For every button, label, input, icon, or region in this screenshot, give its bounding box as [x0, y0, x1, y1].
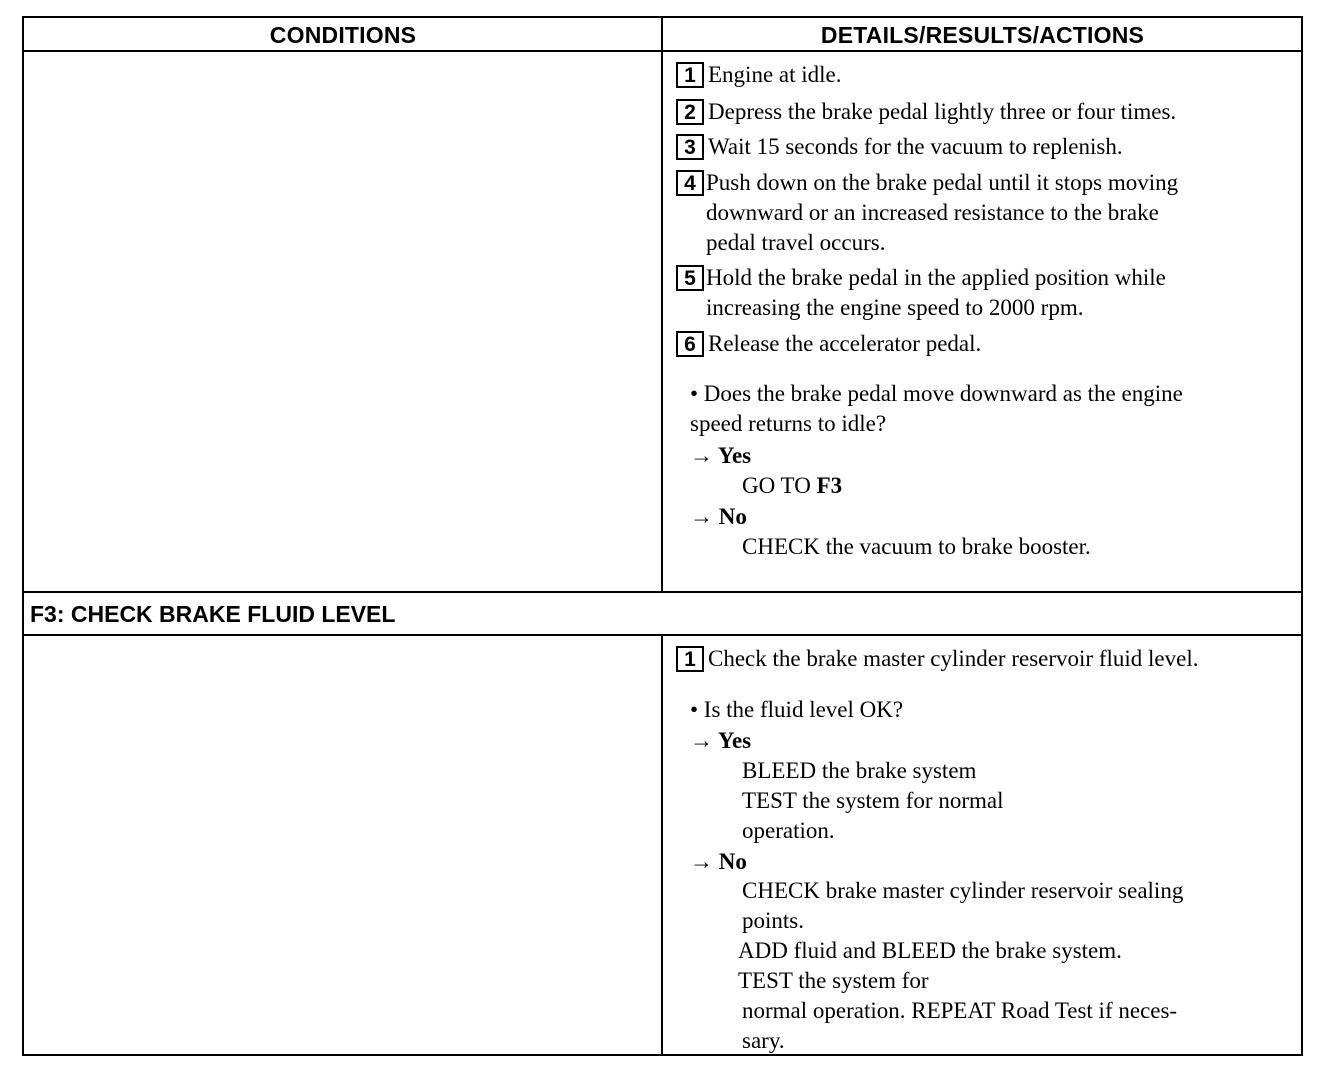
step-text-line: Push down on the brake pedal until it stops moving [706, 170, 1179, 195]
yes-action-line: operation. [742, 818, 835, 843]
yes-branch-label: → Yes [690, 443, 752, 468]
no-branch-label: → No [690, 504, 747, 529]
step-number-badge: 6 [676, 331, 704, 357]
step-text-line: Hold the brake pedal in the applied position while [706, 265, 1166, 290]
step-number-badge: 2 [676, 99, 704, 125]
details-header: DETAILS/RESULTS/ACTIONS [820, 22, 1145, 48]
step-number-badge: 1 [676, 646, 704, 672]
goto-target: F3 [816, 473, 843, 498]
step-text: Engine at idle. [708, 62, 842, 87]
step-number-badge: 5 [676, 265, 704, 291]
question: • Is the fluid level OK? [690, 697, 904, 722]
step-text [708, 263, 1296, 323]
yes-action-line: BLEED the brake system [742, 758, 977, 783]
step-text-line: increasing the engine speed to 2000 rpm. [706, 295, 1084, 320]
no-action-line: sary. [742, 1028, 785, 1053]
diagnostic-table [22, 16, 1303, 1056]
step-6 [676, 329, 1296, 359]
step-4 [676, 168, 1296, 258]
step-text [708, 168, 1296, 258]
section-title-f3: F3: CHECK BRAKE FLUID LEVEL [30, 601, 396, 627]
section-divider-top [24, 591, 1301, 593]
no-action: CHECK the vacuum to brake booster. [742, 534, 1091, 559]
no-action-line: ADD fluid and BLEED the brake system. [738, 938, 1122, 963]
conditions-header: CONDITIONS [269, 22, 417, 48]
step-5 [676, 263, 1296, 323]
step-number-badge: 4 [676, 170, 704, 196]
step-number-badge: 3 [676, 134, 704, 160]
column-divider-top [661, 18, 663, 592]
step-text: Check the brake master cylinder reservoir fluid level. [708, 646, 1199, 671]
question-line: speed returns to idle? [690, 411, 887, 436]
step-3 [676, 132, 1296, 162]
yes-action-text: GO TO [742, 473, 817, 498]
no-action-line: points. [742, 908, 804, 933]
no-action-line: TEST the system for [738, 968, 929, 993]
step-text-line: downward or an increased resistance to the brake [706, 200, 1159, 225]
step-2 [676, 97, 1296, 127]
step-text: Release the accelerator pedal. [708, 331, 982, 356]
step-number-badge: 1 [676, 62, 704, 88]
f3-step-1 [676, 644, 1301, 674]
yes-action-line: TEST the system for normal [742, 788, 1004, 813]
yes-action [742, 471, 1302, 501]
column-divider-bottom [661, 634, 663, 1054]
step-1 [676, 60, 1296, 90]
no-actions [738, 876, 1287, 1056]
question [690, 379, 1290, 439]
question-line: • Does the brake pedal move downward as the engine [690, 381, 1183, 406]
step-text-line: pedal travel occurs. [706, 230, 886, 255]
yes-branch-label: → Yes [690, 728, 752, 753]
no-action-line: normal operation. REPEAT Road Test if neces- [742, 998, 1178, 1023]
yes-actions [742, 756, 1302, 846]
step-text: Depress the brake pedal lightly three or four times. [708, 99, 1177, 124]
no-action-line: CHECK brake master cylinder reservoir sealing [742, 878, 1184, 903]
step-text: Wait 15 seconds for the vacuum to replenish. [708, 134, 1123, 159]
no-branch-label: → No [690, 849, 747, 874]
